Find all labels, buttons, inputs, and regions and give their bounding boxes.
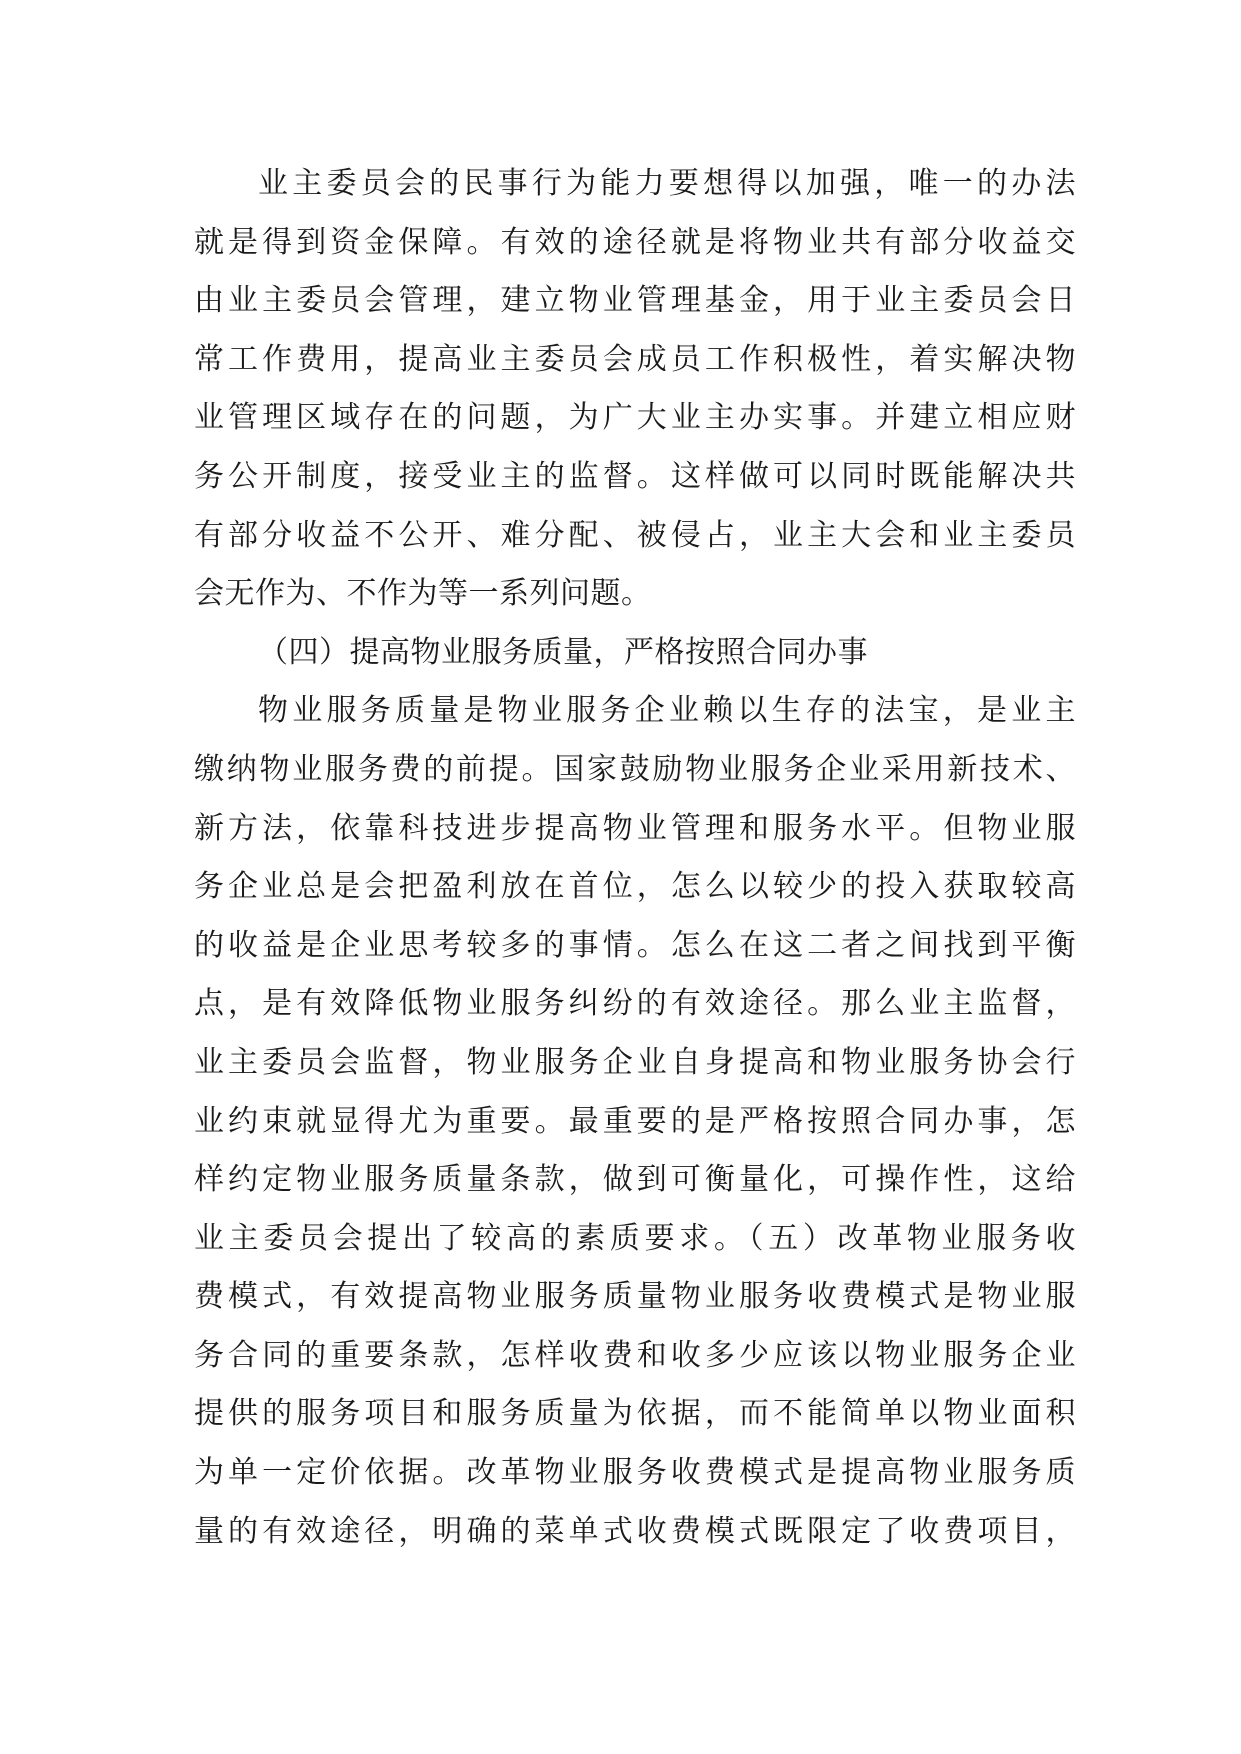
- text-line: 新方法，依靠科技进步提高物业管理和服务水平。但物业服: [194, 810, 1076, 846]
- text-line: 业主委员会提出了较高的素质要求。（五）改革物业服务收: [194, 1220, 1076, 1256]
- text-line: 务企业总是会把盈利放在首位，怎么以较少的投入获取较高: [194, 869, 1076, 905]
- text-line: 缴纳物业服务费的前提。国家鼓励物业服务企业采用新技术、: [194, 751, 1076, 787]
- text-line: 务公开制度，接受业主的监督。这样做可以同时既能解决共: [194, 458, 1076, 494]
- section-heading: （四）提高物业服务质量，严格按照合同办事: [258, 634, 868, 670]
- text-line: 点，是有效降低物业服务纠纷的有效途径。那么业主监督，: [194, 986, 1076, 1022]
- text-line: 会无作为、不作为等一系列问题。: [194, 576, 652, 612]
- text-line: 常工作费用，提高业主委员会成员工作积极性，着实解决物: [194, 341, 1076, 377]
- text-line: 提供的服务项目和服务质量为依据，而不能简单以物业面积: [194, 1396, 1076, 1432]
- text-line: 费模式，有效提高物业服务质量物业服务收费模式是物业服: [194, 1279, 1076, 1315]
- text-line: 就是得到资金保障。有效的途径就是将物业共有部分收益交: [194, 224, 1076, 260]
- text-line: 有部分收益不公开、难分配、被侵占，业主大会和业主委员: [194, 517, 1076, 553]
- text-line: 的收益是企业思考较多的事情。怎么在这二者之间找到平衡: [194, 927, 1076, 963]
- text-line: 物业服务质量是物业服务企业赖以生存的法宝，是业主: [258, 693, 1076, 729]
- text-line: 业约束就显得尤为重要。最重要的是严格按照合同办事，怎: [194, 1103, 1076, 1139]
- text-line: 业主委员会的民事行为能力要想得以加强，唯一的办法: [258, 166, 1076, 201]
- text-line: 业管理区域存在的问题，为广大业主办实事。并建立相应财: [194, 400, 1076, 436]
- text-line: 量的有效途径，明确的菜单式收费模式既限定了收费项目，: [194, 1513, 1076, 1549]
- text-line: 由业主委员会管理，建立物业管理基金，用于业主委员会日: [194, 283, 1076, 319]
- text-line: 为单一定价依据。改革物业服务收费模式是提高物业服务质: [194, 1455, 1076, 1491]
- text-line: 样约定物业服务质量条款，做到可衡量化，可操作性，这给: [194, 1162, 1076, 1198]
- document-body: [194, 162, 1076, 1568]
- text-line: 务合同的重要条款，怎样收费和收多少应该以物业服务企业: [194, 1337, 1076, 1373]
- text-line: 业主委员会监督，物业服务企业自身提高和物业服务协会行: [194, 1044, 1076, 1080]
